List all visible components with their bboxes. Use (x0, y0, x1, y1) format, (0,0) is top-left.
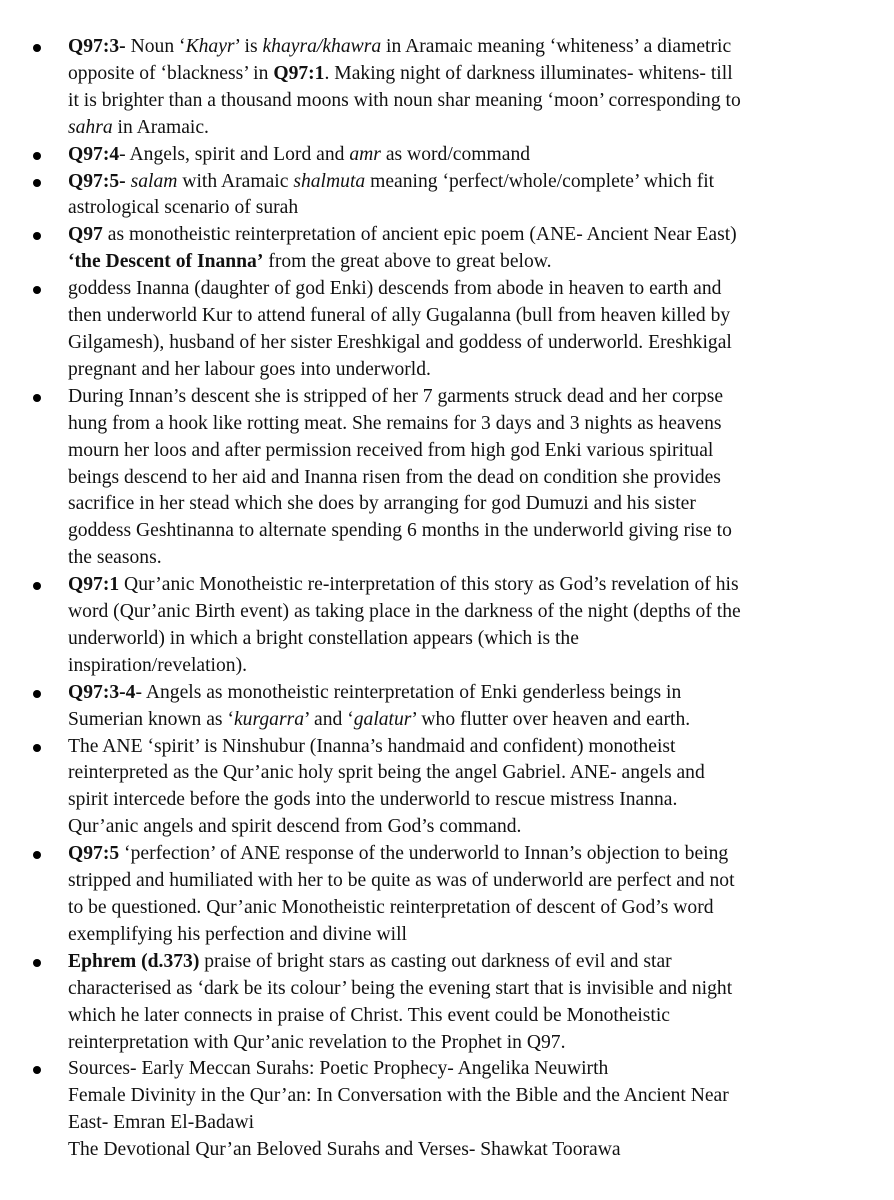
bullet-icon (33, 44, 41, 52)
bullet-icon (33, 959, 41, 967)
list-item: The ANE ‘spirit’ is Ninshubur (Inanna’s handmaid and confident) monotheist reinterpreted as the Qur’anic holy sprit being the angel Gabriel. ANE- angels and spirit intercede before the gods into the underworld to rescue mistress Inanna. Qur’anic angels and spirit descend from God’s command. (0, 734, 854, 842)
bullet-icon (33, 286, 41, 294)
list-item: During Innan’s descent she is stripped of her 7 garments struck dead and her corpse hung from a hook like rotting meat. She remains for 3 days and 3 nights as heavens mourn her loos and after permission received from high god Enki various spiritual beings descend to her aid and Inanna risen from the dead on condition she provides sacrifice in her stead which she does by arranging for god Dumuzi and his sister goddess Geshtinanna to alternate spending 6 months in the underworld giving rise to the seasons. (0, 384, 854, 572)
verse-ref: Q97:5 (68, 843, 120, 865)
bullet-icon (33, 152, 41, 160)
verse-ref: Q97:5- (68, 170, 126, 192)
bullet-icon (33, 690, 41, 698)
list-item: Ephrem (d.373) praise of bright stars as casting out darkness of evil and star characterised as ‘dark be its colour’ being the evening start that is invisible and night which he later connects in praise of Christ. This event could be Monotheistic reinterpretation with Qur’anic revelation to the Prophet in Q97. (0, 949, 854, 1057)
list-item: Q97:4- Angels, spirit and Lord and amr as word/command (0, 142, 854, 169)
list-item: Q97:1 Qur’anic Monotheistic re-interpretation of this story as God’s revelation of his word (Qur’anic Birth event) as taking place in the darkness of the night (depths of the underworld) in which a bright constellation appears (which is the inspiration/revelation). (0, 572, 854, 680)
bullet-icon (33, 1066, 41, 1074)
verse-ref: Q97 (68, 224, 103, 246)
verse-ref: Q97:4 (68, 143, 120, 165)
bullet-icon (33, 744, 41, 752)
list-item: goddess Inanna (daughter of god Enki) descends from abode in heaven to earth and then underworld Kur to attend funeral of ally Gugalanna (bull from heaven killed by Gilgamesh), husband of her sister Ereshkigal and goddess of underworld. Ereshkigal pregnant and her labour goes into underworld. (0, 276, 854, 384)
author-ref: Ephrem (d.373) (68, 950, 200, 972)
verse-ref: Q97:3- (68, 36, 126, 57)
bullet-icon (33, 232, 41, 240)
list-item: Q97:3- Noun ‘Khayr’ is khayra/khawra in Aramaic meaning ‘whiteness’ a diametric opposite of ‘blackness’ in Q97:1. Making night of darkness illuminates- whitens- till it is brighter than a thousand moons with noun shar meaning ‘moon’ corresponding to sahra in Aramaic. (0, 34, 854, 142)
bullet-icon (33, 394, 41, 402)
bullet-icon (33, 851, 41, 859)
list-item: Q97 as monotheistic reinterpretation of ancient epic poem (ANE- Ancient Near East) ‘the Descent of Inanna’ from the great above to great below. (0, 222, 854, 276)
bullet-icon (33, 179, 41, 187)
list-item: Sources- Early Meccan Surahs: Poetic Prophecy- Angelika Neuwirth Female Divinity in the Qur’an: In Conversation with the Bible and the Ancient Near East- Emran El-Badawi The Devotional Qur’an Beloved Surahs and Verses- Shawkat Toorawa (0, 1056, 854, 1164)
list-item: Q97:5- salam with Aramaic shalmuta meaning ‘perfect/whole/complete’ which fit astrological scenario of surah (0, 169, 854, 223)
verse-ref: Q97:1 (273, 62, 325, 84)
notes-list (0, 34, 854, 1164)
verse-ref: Q97:3-4 (68, 681, 136, 703)
bullet-icon (33, 582, 41, 590)
verse-ref: Q97:1 (68, 574, 120, 596)
list-item: Q97:5 ‘perfection’ of ANE response of the underworld to Innan’s objection to being stripped and humiliated with her to be quite as was of underworld are perfect and not to be questioned. Qur’anic Monotheistic reinterpretation of descent of God’s word exemplifying his perfection and divine will (0, 841, 854, 949)
list-item: Q97:3-4- Angels as monotheistic reinterpretation of Enki genderless beings in Sumerian known as ‘kurgarra’ and ‘galatur’ who flutter over heaven and earth. (0, 680, 854, 734)
poem-title: ‘the Descent of Inanna’ (68, 251, 264, 273)
